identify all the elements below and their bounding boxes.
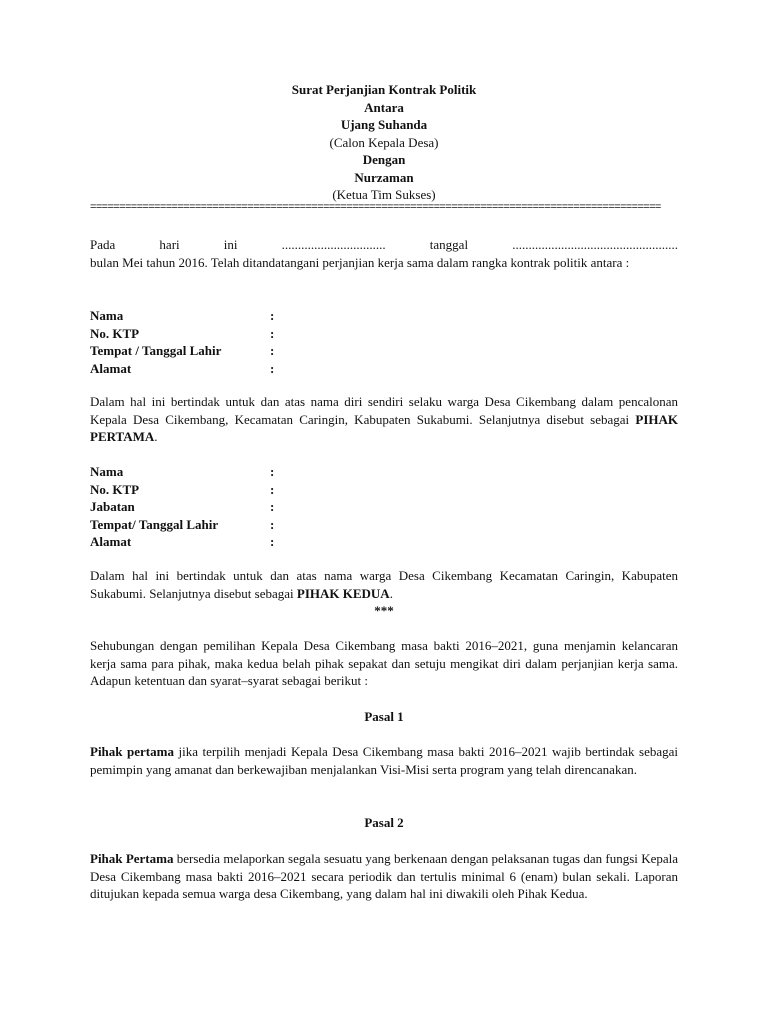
field-row bbox=[90, 342, 390, 360]
pihak-kedua-label: PIHAK KEDUA bbox=[296, 585, 390, 601]
pihak2-text: Dalam hal ini bertindak untuk dan atas nama warga Desa Cikembang Kecamatan Caringin, Kabupaten Sukabumi. Selanjutnya disebut sebagai bbox=[90, 568, 678, 601]
intro-rest: bulan Mei tahun 2016. Telah ditandatangani perjanjian kerja sama dalam rangka kontrak politik antara : bbox=[90, 254, 630, 270]
antara-label: Antara bbox=[364, 99, 404, 115]
pihak-pertama-label: PIHAK PERTAMA bbox=[90, 411, 678, 444]
section-divider: *** bbox=[374, 603, 394, 618]
field-colon: : bbox=[270, 481, 275, 497]
pihak1-paragraph bbox=[90, 393, 678, 446]
intro-word: ini bbox=[223, 237, 238, 252]
document-title: Surat Perjanjian Kontrak Politik bbox=[291, 82, 477, 97]
intro-dots: ................................ bbox=[281, 237, 386, 252]
field-row bbox=[90, 516, 390, 534]
field-row bbox=[90, 325, 390, 343]
pihak1-text: Dalam hal ini bertindak untuk dan atas nama diri sendiri selaku warga Desa Cikembang dalam pencalonan Kepala Desa Cikembang, Kecamatan Caringin, Kabupaten Sukabumi. Selanjutnya disebut sebagai bbox=[90, 394, 678, 427]
party1-role: (Calon Kepala Desa) bbox=[329, 134, 439, 150]
pasal1-heading: Pasal 1 bbox=[364, 709, 404, 724]
field-colon: : bbox=[270, 534, 275, 549]
field-colon: : bbox=[270, 325, 275, 341]
pihak1-text-end: . bbox=[154, 429, 158, 444]
pasal2-text: bersedia melaporkan segala sesuatu yang berkenaan dengan pelaksanan tugas dan fungsi Kepala Desa Cikembang masa bakti 2016–2021 secara periodik dan tertulis minimal 6 (enam) bulan sekali. Laporan ditujukan kepada semua warga desa Cikembang, yang dalam hal ini diwakili oleh Pihak Kedua. bbox=[90, 851, 679, 901]
field-row bbox=[90, 533, 390, 551]
field-colon: : bbox=[270, 360, 275, 376]
party2-role: (Ketua Tim Sukses) bbox=[332, 187, 436, 202]
field-row bbox=[90, 463, 390, 481]
intro-first-line bbox=[90, 236, 678, 254]
pihak2-fields bbox=[90, 463, 390, 551]
separator-line: ================================================================================================== bbox=[90, 201, 661, 213]
field-label: No. KTP bbox=[90, 481, 140, 497]
pasal1-lead: Pihak pertama bbox=[90, 744, 174, 759]
dengan-label: Dengan bbox=[362, 152, 406, 167]
field-label: Alamat bbox=[90, 360, 132, 376]
pasal2-heading: Pasal 2 bbox=[364, 815, 404, 830]
field-label: Nama bbox=[90, 308, 124, 323]
field-colon: : bbox=[270, 308, 275, 323]
field-colon: : bbox=[270, 343, 275, 358]
field-colon: : bbox=[270, 464, 275, 479]
field-row bbox=[90, 498, 390, 516]
field-colon: : bbox=[270, 516, 275, 532]
field-label: Tempat/ Tanggal Lahir bbox=[90, 516, 219, 532]
title-block bbox=[90, 81, 678, 204]
field-label: Tempat / Tanggal Lahir bbox=[90, 343, 222, 358]
field-row bbox=[90, 481, 390, 499]
pasal1-text: jika terpilih menjadi Kepala Desa Cikembang masa bakti 2016–2021 wajib bertindak sebagai pemimpin yang amanat dan berkewajiban menjalankan Visi-Misi serta program yang telah direncanakan. bbox=[90, 744, 678, 777]
field-colon: : bbox=[270, 499, 275, 514]
intro-paragraph bbox=[90, 236, 678, 271]
pihak2-paragraph bbox=[90, 567, 678, 602]
intro-word: tanggal bbox=[429, 237, 469, 252]
field-label: Alamat bbox=[90, 534, 132, 549]
field-row bbox=[90, 360, 390, 378]
intro-dots: ................................................... bbox=[512, 237, 678, 252]
pasal2-lead: Pihak Pertama bbox=[90, 851, 174, 866]
pasal2-paragraph bbox=[90, 850, 678, 903]
field-label: No. KTP bbox=[90, 325, 140, 341]
pihak1-fields bbox=[90, 307, 390, 377]
pasal1-paragraph bbox=[90, 743, 678, 778]
field-row bbox=[90, 307, 390, 325]
pihak2-text-end: . bbox=[389, 585, 393, 601]
party1-name: Ujang Suhanda bbox=[340, 117, 428, 132]
preamble-paragraph: Sehubungan dengan pemilihan Kepala Desa Cikembang masa bakti 2016–2021, guna menjamin kelancaran kerja sama para pihak, maka kedua belah pihak sepakat dan setuju mengikat diri dalam perjanjian kerja sama. Adapun ketentuan dan syarat–syarat sebagai berikut : bbox=[90, 638, 678, 688]
party2-name: Nurzaman bbox=[354, 169, 414, 185]
field-label: Nama bbox=[90, 464, 124, 479]
intro-word: hari bbox=[159, 237, 180, 252]
field-label: Jabatan bbox=[90, 499, 135, 514]
intro-word: Pada bbox=[90, 237, 116, 252]
